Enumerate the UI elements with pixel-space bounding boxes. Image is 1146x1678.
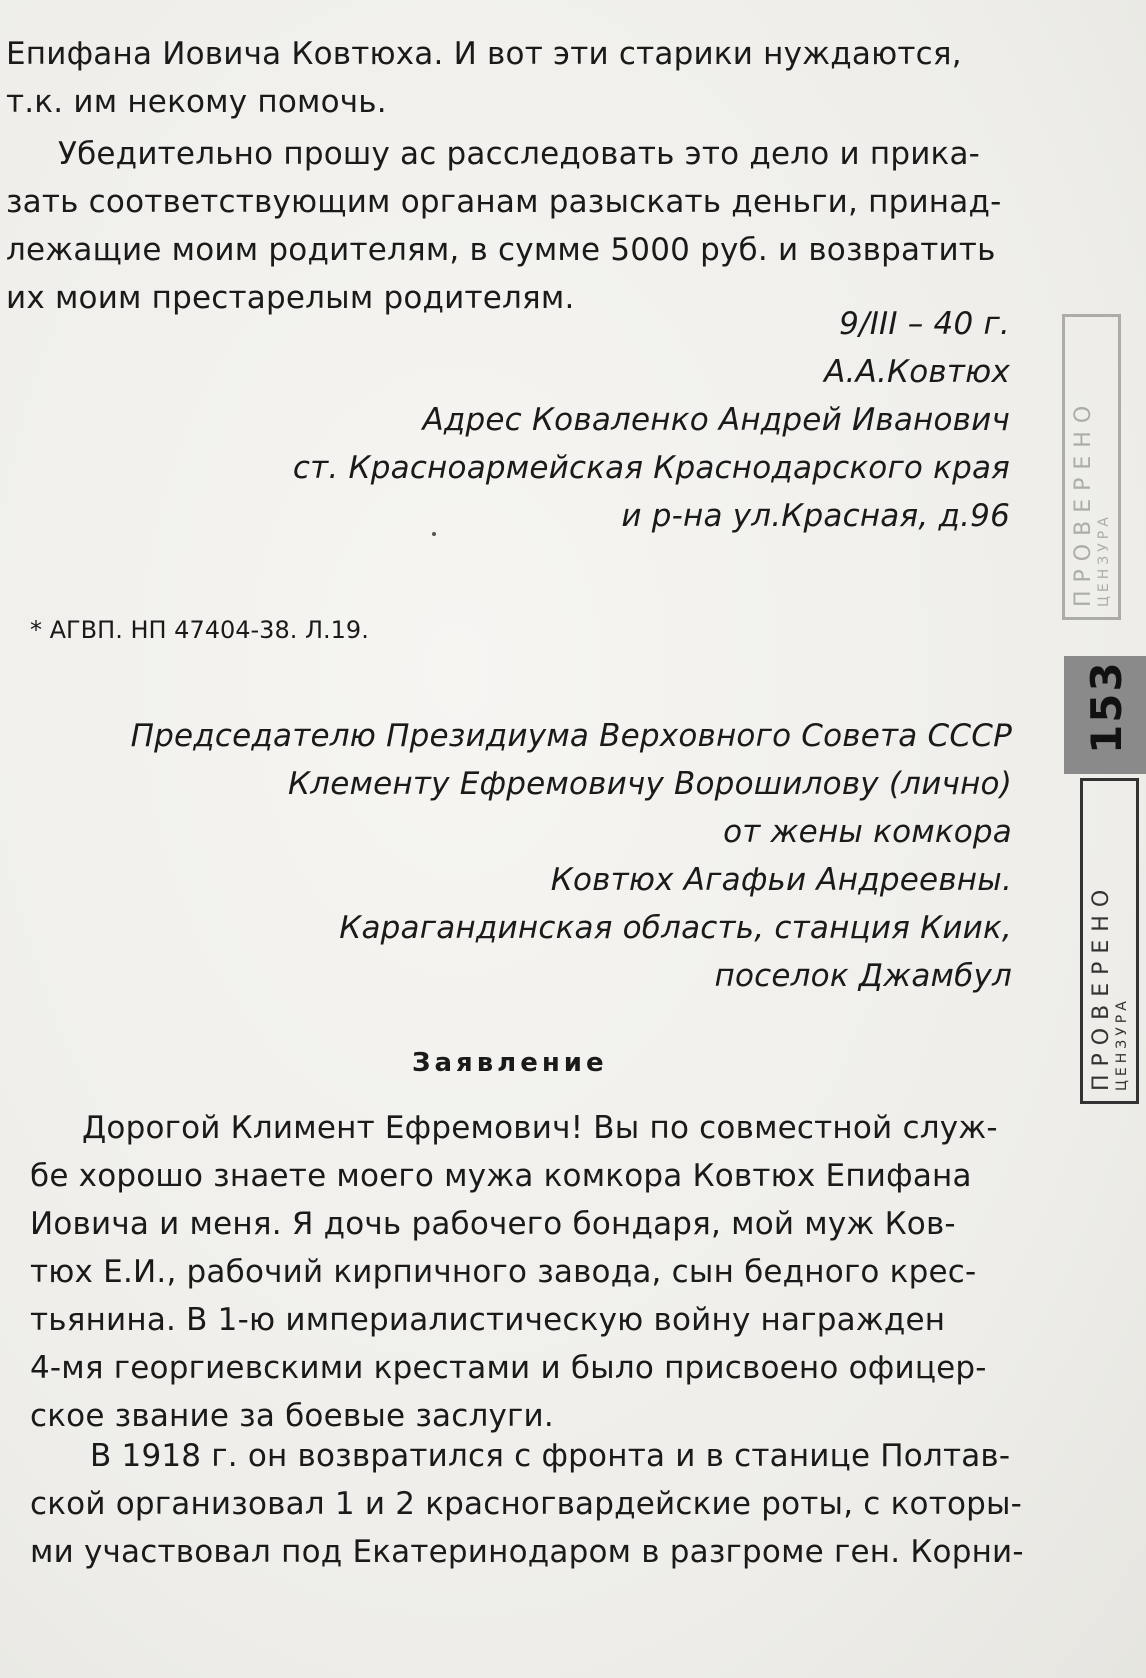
- text-line: т.к. им некому помочь.: [6, 84, 387, 120]
- body-paragraph-1: [30, 1104, 1070, 1440]
- footnote: * АГВП. НП 47404-38. Л.19.: [30, 616, 369, 644]
- text-line: зать соответствующим органам разыскать деньги, принад-: [6, 184, 1002, 220]
- censorship-stamp-faded: [1062, 314, 1121, 620]
- text-line: их моим престарелым родителям.: [6, 280, 575, 316]
- text-line: 4-мя георгиевскими крестами и было присвоено офицер-: [30, 1350, 987, 1386]
- addressee-line: Карагандинская область, станция Киик,: [339, 910, 1012, 946]
- ink-speck: [432, 532, 436, 536]
- intro-paragraph: [6, 30, 1046, 126]
- addressee-line: Клементу Ефремовичу Ворошилову (лично): [288, 766, 1012, 802]
- text-line: В 1918 г. он возвратился с фронта и в станице Полтав-: [90, 1438, 1011, 1474]
- addressee-line: поселок Джамбул: [714, 958, 1012, 994]
- stamp-subtext: ЦЕНЗУРА: [1114, 997, 1130, 1091]
- text-line: лежащие моим родителям, в сумме 5000 руб. и возвратить: [6, 232, 996, 268]
- body-paragraph-2: [30, 1432, 1070, 1576]
- text-line: ми участвовал под Екатеринодаром в разгроме ген. Корни-: [30, 1534, 1024, 1570]
- page-number: 153: [1082, 660, 1131, 754]
- request-paragraph: [6, 130, 1046, 322]
- text-line: тьянина. В 1-ю империалистическую войну награжден: [30, 1302, 946, 1338]
- signature-block: [0, 300, 1010, 540]
- addressee-line: Председателю Президиума Верховного Совета СССР: [130, 718, 1012, 754]
- stamp-subtext: ЦЕНЗУРА: [1096, 513, 1112, 607]
- text-line: бе хорошо знаете моего мужа комкора Ковтюх Епифана: [30, 1158, 972, 1194]
- stamp-text: ПРОВЕРЕНО: [1071, 397, 1096, 607]
- stamp-text: ПРОВЕРЕНО: [1089, 881, 1114, 1091]
- address-line: Адрес Коваленко Андрей Иванович: [422, 402, 1010, 438]
- censorship-stamp: [1080, 778, 1139, 1104]
- text-line: тюх Е.И., рабочий кирпичного завода, сын бедного крес-: [30, 1254, 977, 1290]
- addressee-line: от жены комкора: [723, 814, 1012, 850]
- signature-name: А.А.Ковтюх: [824, 354, 1010, 390]
- address-line: и р-на ул.Красная, д.96: [621, 498, 1010, 534]
- text-line: ское звание за боевые заслуги.: [30, 1398, 554, 1434]
- text-line: Епифана Иовича Ковтюха. И вот эти старики нуждаются,: [6, 36, 962, 72]
- text-line: Иовича и меня. Я дочь рабочего бондаря, мой муж Ков-: [30, 1206, 956, 1242]
- addressee-block: [0, 712, 1012, 1000]
- text-line: Убедительно прошу ас расследовать это дело и прика-: [58, 136, 981, 172]
- text-line: ской организовал 1 и 2 красногвардейские роты, с которы-: [30, 1486, 1023, 1522]
- addressee-line: Ковтюх Агафьи Андреевны.: [550, 862, 1012, 898]
- text-line: Дорогой Климент Ефремович! Вы по совместной служ-: [82, 1110, 998, 1146]
- address-line: ст. Красноармейская Краснодарского края: [292, 450, 1010, 486]
- letter-date: 9/III – 40 г.: [839, 306, 1010, 342]
- page-number-tab: [1064, 656, 1146, 774]
- document-heading: Заявление: [412, 1048, 608, 1078]
